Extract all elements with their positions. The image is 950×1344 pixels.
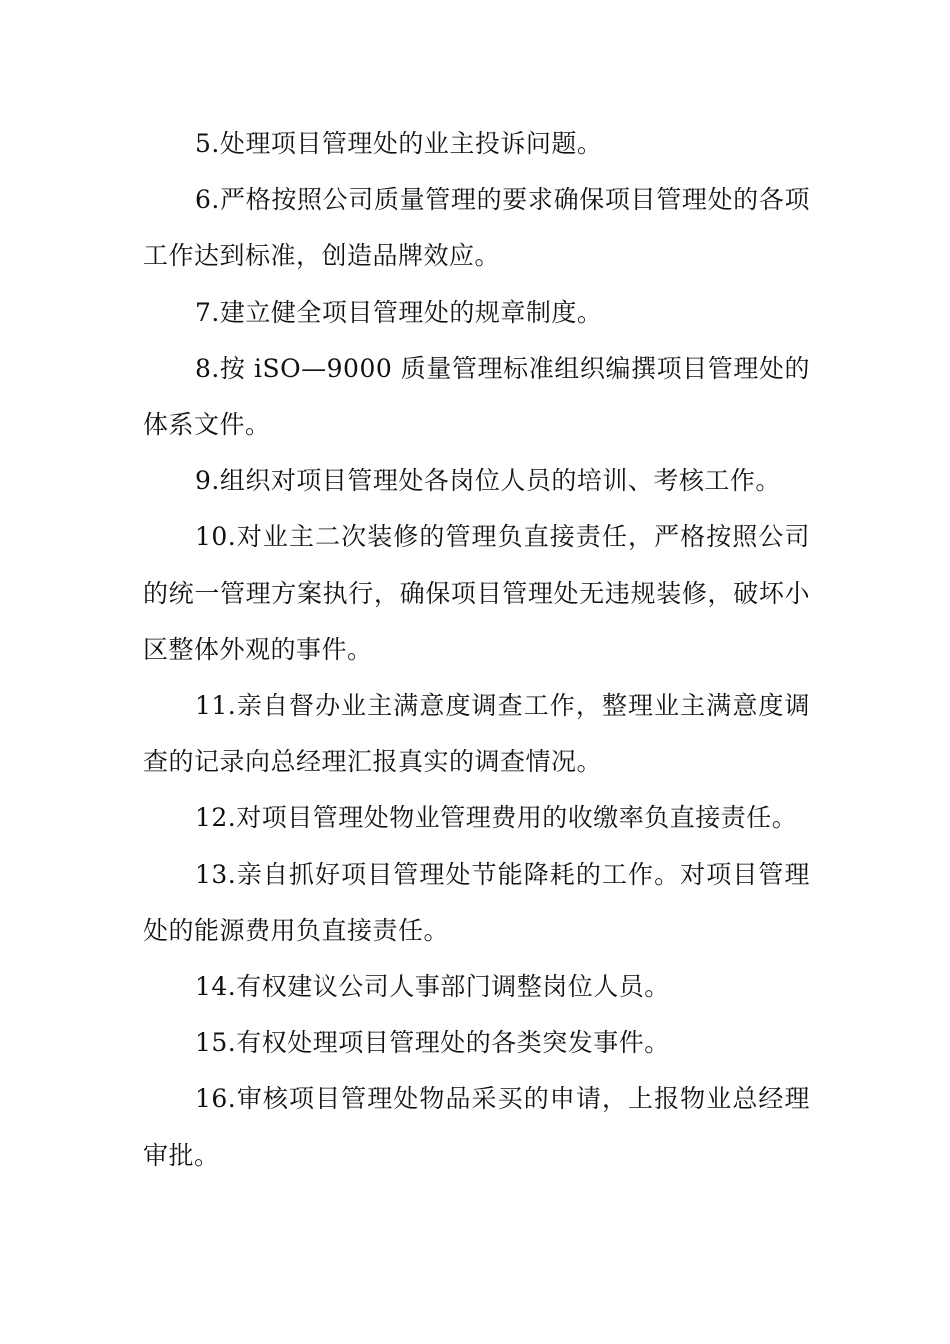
paragraph-item-15: 15.有权处理项目管理处的各类突发事件。 xyxy=(195,1028,670,1058)
paragraph-item-6: 6.严格按照公司质量管理的要求确保项目管理处的各项工作达到标准，创造品牌效应。 xyxy=(143,185,810,271)
paragraph-item-10: 10.对业主二次装修的管理负直接责任，严格按照公司的统一管理方案执行，确保项目管理处无违规装修，破坏小区整体外观的事件。 xyxy=(143,522,810,664)
paragraph-item-5: 5.处理项目管理处的业主投诉问题。 xyxy=(195,129,603,158)
paragraph-item-8: 8.按 iSO—9000 质量管理标准组织编撰项目管理处的体系文件。 xyxy=(143,353,810,440)
paragraph-item-14: 14.有权建议公司人事部门调整岗位人员。 xyxy=(195,972,670,1002)
paragraph-item-16: 16.审核项目管理处物品采买的申请，上报物业总经理审批。 xyxy=(143,1084,810,1170)
paragraph-item-13: 13.亲自抓好项目管理处节能降耗的工作。对项目管理处的能源费用负直接责任。 xyxy=(143,859,810,945)
paragraph-item-7: 7.建立健全项目管理处的规章制度。 xyxy=(195,297,603,327)
paragraph-item-9: 9.组织对项目管理处各岗位人员的培训、考核工作。 xyxy=(195,466,781,496)
document-body xyxy=(143,116,810,1184)
paragraph-item-12: 12.对项目管理处物业管理费用的收缴率负直接责任。 xyxy=(195,803,798,833)
paragraph-item-11: 11.亲自督办业主满意度调查工作，整理业主满意度调查的记录向总经理汇报真实的调查情况。 xyxy=(143,691,810,777)
